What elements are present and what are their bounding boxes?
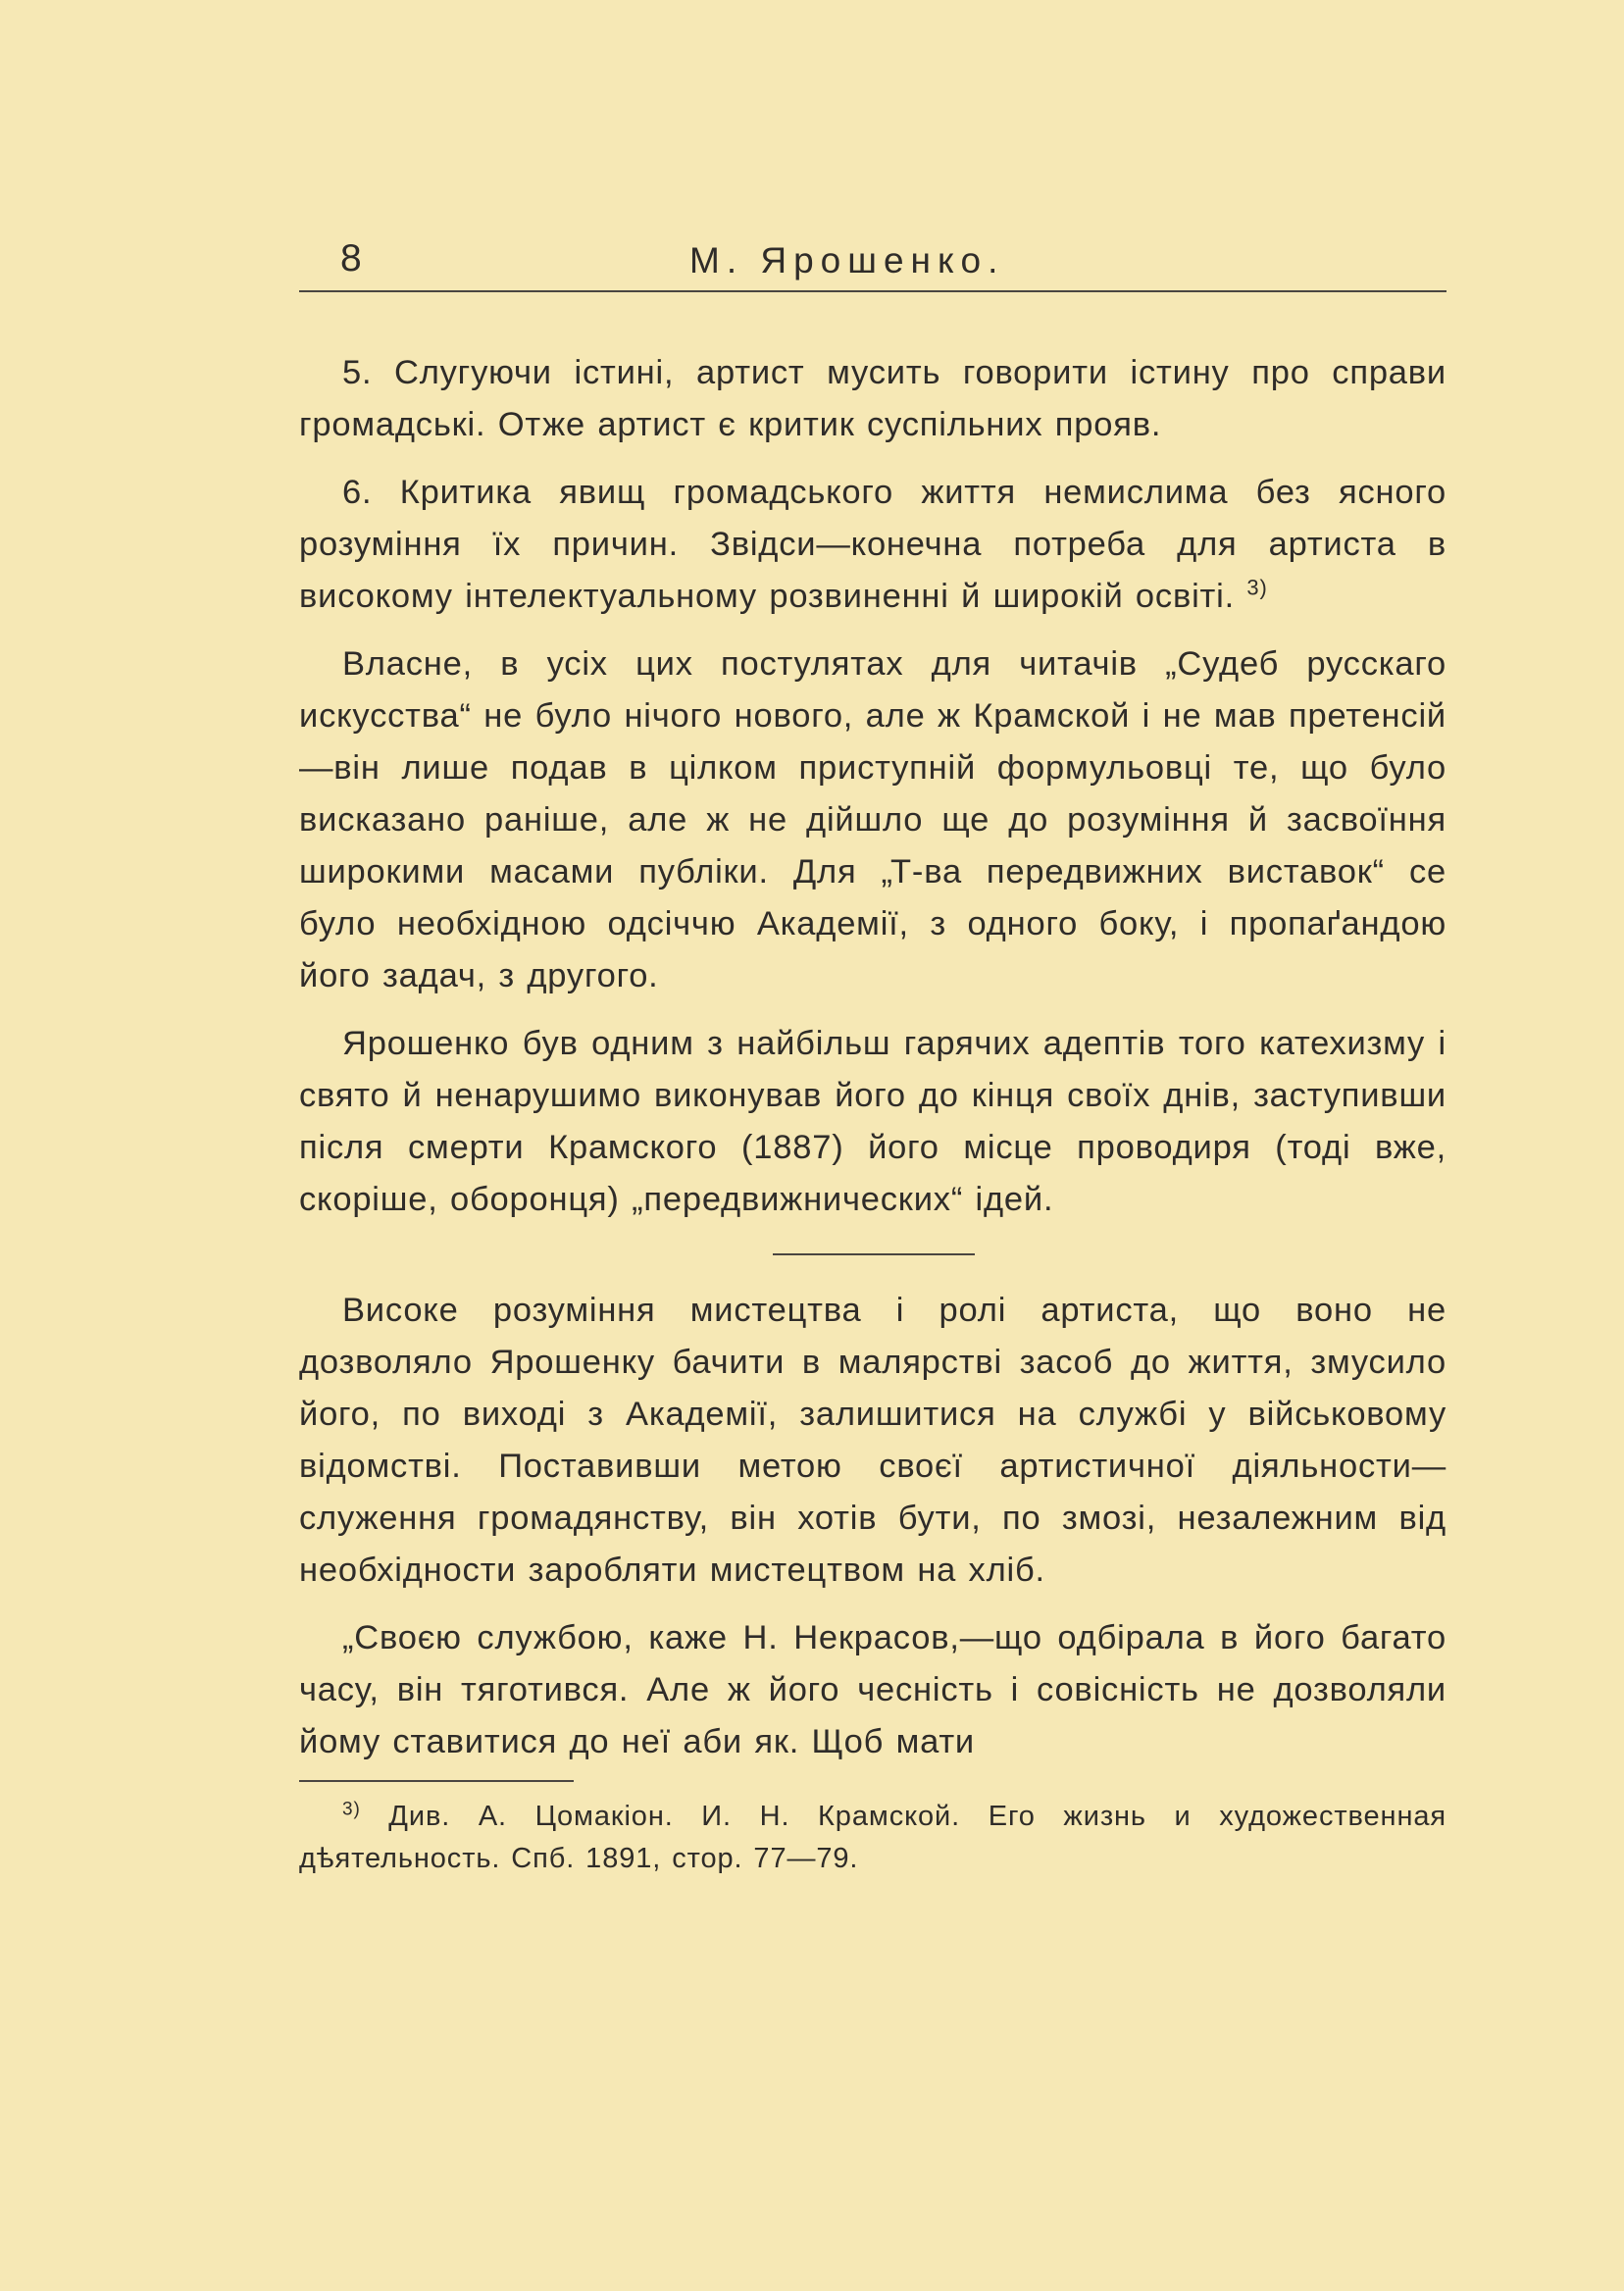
footnote-divider [299, 1780, 574, 1782]
footnote-marker: 3) [342, 1799, 361, 1820]
paragraph-service: Високе розуміння мистецтва і ролі артиста, що воно не дозволяло Ярошенку бачити в малярстві засоб до життя, змусило його, по виході з Академії, залишитися на службі у військовому відомстві. Поставивши метою своєї артистичної діяльности—служення громадянству, він хотів бути, по змозі, незалежним від необхідности заробляти мистецтвом на хліб. [299, 1292, 1446, 1589]
paragraph-kramskoi: Власне, в усіх цих постулятах для читачів „Судеб русскаго искусства“ не було нічого нового, але ж Крамской і не мав претенсій—він лише подав в цілком приступній формульовці те, що було висказано раніше, але ж не дійшло ще до розуміння й засвоїння широкими масами публіки. Для „Т-ва передвижних виставок“ се було необхідною одсіччю Академії, з одного боку, і пропаґандою його задач, з другого. [299, 645, 1446, 994]
paragraph-nekrasov-quote: „Своєю службою, каже Н. Некрасов,—що одбірала в його багато часу, він тяготився. Але ж його чесність і совісність не дозволяли йому ставитися до неї аби як. Щоб мати [299, 1619, 1446, 1760]
page-header [299, 235, 1446, 292]
running-head: М. Ярошенко. [689, 240, 1005, 280]
footnote [299, 1796, 1446, 1880]
footnote-reference: 3) [1246, 575, 1268, 600]
footnote-text: Див. А. Цомакіон. И. Н. Крамской. Его жизнь и художественная дѣятельность. Спб. 1891, стор. 77—79. [299, 1801, 1446, 1874]
paragraph-postulate-5: 5. Слугуючи істині, артист мусить говорити істину про справи громадські. Отже артист є критик суспільних прояв. [299, 354, 1446, 443]
section-divider [773, 1253, 975, 1255]
page-number: 8 [340, 237, 362, 280]
paragraph-postulate-6: 6. Критика явищ громадського життя немислима без ясного розуміння їх причин. Звідси—конечна потреба для артиста в високому інтелектуальному розвиненні й широкій освіті. $^{3)}$ [299, 474, 1446, 615]
paragraph-yaroshenko: Ярошенко був одним з найбільш гарячих адептів того катехизму і свято й ненарушимо виконував його до кінця своїх днів, заступивши після смерти Крамского (1887) його місце проводиря (тоді вже, скоріше, оборонця) „передвижнических“ ідей. [299, 1025, 1446, 1218]
book-page [299, 235, 1446, 1896]
body-text [299, 347, 1446, 1880]
